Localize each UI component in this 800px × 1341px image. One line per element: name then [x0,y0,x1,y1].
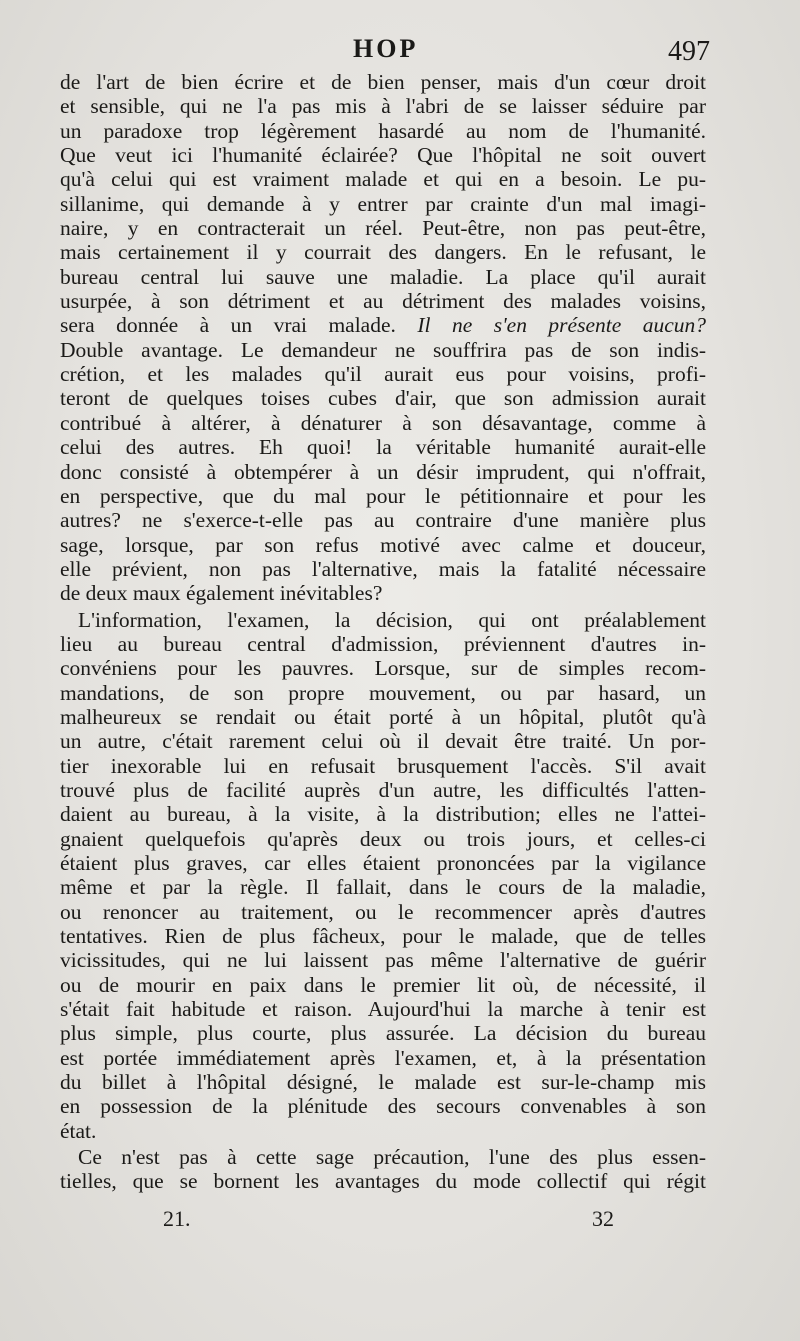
text-line: contribué à altérer, à dénaturer à son désavantage, comme à [60,410,706,435]
text-line: s'était fait habitude et raison. Aujourd'hui la marche à tenir est [60,997,706,1022]
text-line: ou de mourir en paix dans le premier lit où, de nécessité, il [60,972,706,997]
text-line: qu'à celui qui est vraiment malade et qui en a besoin. Le pu- [60,167,706,192]
text-line: mandations, de son propre mouvement, ou par hasard, un [60,680,706,705]
text-line: convéniens pour les pauvres. Lorsque, sur de simples recom- [60,656,706,681]
italic-phrase: Il ne s'en présente aucun? [417,313,707,338]
text-segment: sera donnée à un vrai malade. [60,313,396,338]
text-line: vicissitudes, qui ne lui laissent pas même l'alternative de guérir [60,948,706,973]
text-line: autres? ne s'exerce-t-elle pas au contraire d'une manière plus [60,508,706,533]
text-line: trouvé plus de facilité auprès d'un autre, les difficultés l'atten- [60,777,706,802]
text-line: L'information, l'examen, la décision, qui ont préalablement [78,607,706,632]
text-line: usurpée, à son détriment et au détriment des malades voisins, [60,289,706,314]
text-line: Que veut ici l'humanité éclairée? Que l'hôpital ne soit ouvert [60,143,706,168]
running-head: HOP [353,34,419,63]
text-line: bureau central lui sauve une maladie. La place qu'il aurait [60,264,706,289]
text-line: sage, lorsque, par son refus motivé avec calme et douceur, [60,532,706,557]
catchword: 32 [592,1206,614,1231]
text-line: mais certainement il y courrait des dangers. En le refusant, le [60,240,706,265]
page-header [60,34,710,70]
text-line: ou renoncer au traitement, ou le recommencer après d'autres [60,899,706,924]
text-line: et sensible, qui ne l'a pas mis à l'abri de se laisser séduire par [60,94,706,119]
text-line: en possession de la plénitude des secours convenables à son [60,1094,706,1119]
text-line: sillanime, qui demande à y entrer par crainte d'un mal imagi- [60,191,706,216]
text-line: lieu au bureau central d'admission, préviennent d'autres in- [60,631,706,656]
text-line: plus simple, plus courte, plus assurée. La décision du bureau [60,1021,706,1046]
text-line: même et par la règle. Il fallait, dans le cours de la maladie, [60,875,706,900]
body-text [60,70,706,1194]
text-line: état. [60,1118,97,1143]
text-line: tier inexorable lui en refusait brusquement l'accès. S'il avait [60,753,706,778]
text-line: Double avantage. Le demandeur ne souffrira pas de son indis- [60,337,706,362]
text-line: teront de quelques toises cubes d'air, que son admission aurait [60,386,706,411]
text-line: donc consisté à obtempérer à un désir imprudent, qui n'offrait, [60,459,706,484]
text-line: de deux maux également inévitables? [60,581,383,606]
page-number: 497 [668,36,710,67]
text-line: de l'art de bien écrire et de bien penser, mais d'un cœur droit [60,70,706,94]
text-line: étaient plus graves, car elles étaient prononcées par la vigilance [60,851,706,875]
text-line: elle prévient, non pas l'alternative, mais la fatalité nécessaire [60,556,706,581]
text-line: crétion, et les malades qu'il aurait eus pour voisins, profi- [60,362,706,387]
text-line: daient au bureau, à la visite, à la distribution; elles ne l'attei- [60,802,706,827]
text-line: tielles, que se bornent les avantages du mode collectif qui régit [60,1169,706,1194]
text-line-with-italic [60,313,706,337]
text-line: tentatives. Rien de plus fâcheux, pour le malade, que de telles [60,924,706,949]
text-line: celui des autres. Eh quoi! la véritable humanité aurait-elle [60,435,706,460]
text-line: naire, y en contracterait un réel. Peut-être, non pas peut-être, [60,216,706,241]
page-footer [60,1206,706,1236]
text-line: gnaient quelquefois qu'après deux ou trois jours, et celles-ci [60,826,706,851]
text-line: en perspective, que du mal pour le pétitionnaire et pour les [60,483,706,508]
text-line: du billet à l'hôpital désigné, le malade est sur-le-champ mis [60,1070,706,1095]
text-line: malheureux se rendait ou était porté à un hôpital, plutôt qu'à [60,704,706,729]
text-line: un autre, c'était rarement celui où il devait être traité. Un por- [60,729,706,754]
text-line: un paradoxe trop légèrement hasardé au nom de l'humanité. [60,118,706,143]
text-line: Ce n'est pas à cette sage précaution, l'une des plus essen- [78,1145,706,1170]
text-line: est portée immédiatement après l'examen, et, à la présentation [60,1045,706,1070]
signature-mark: 21. [163,1206,191,1231]
